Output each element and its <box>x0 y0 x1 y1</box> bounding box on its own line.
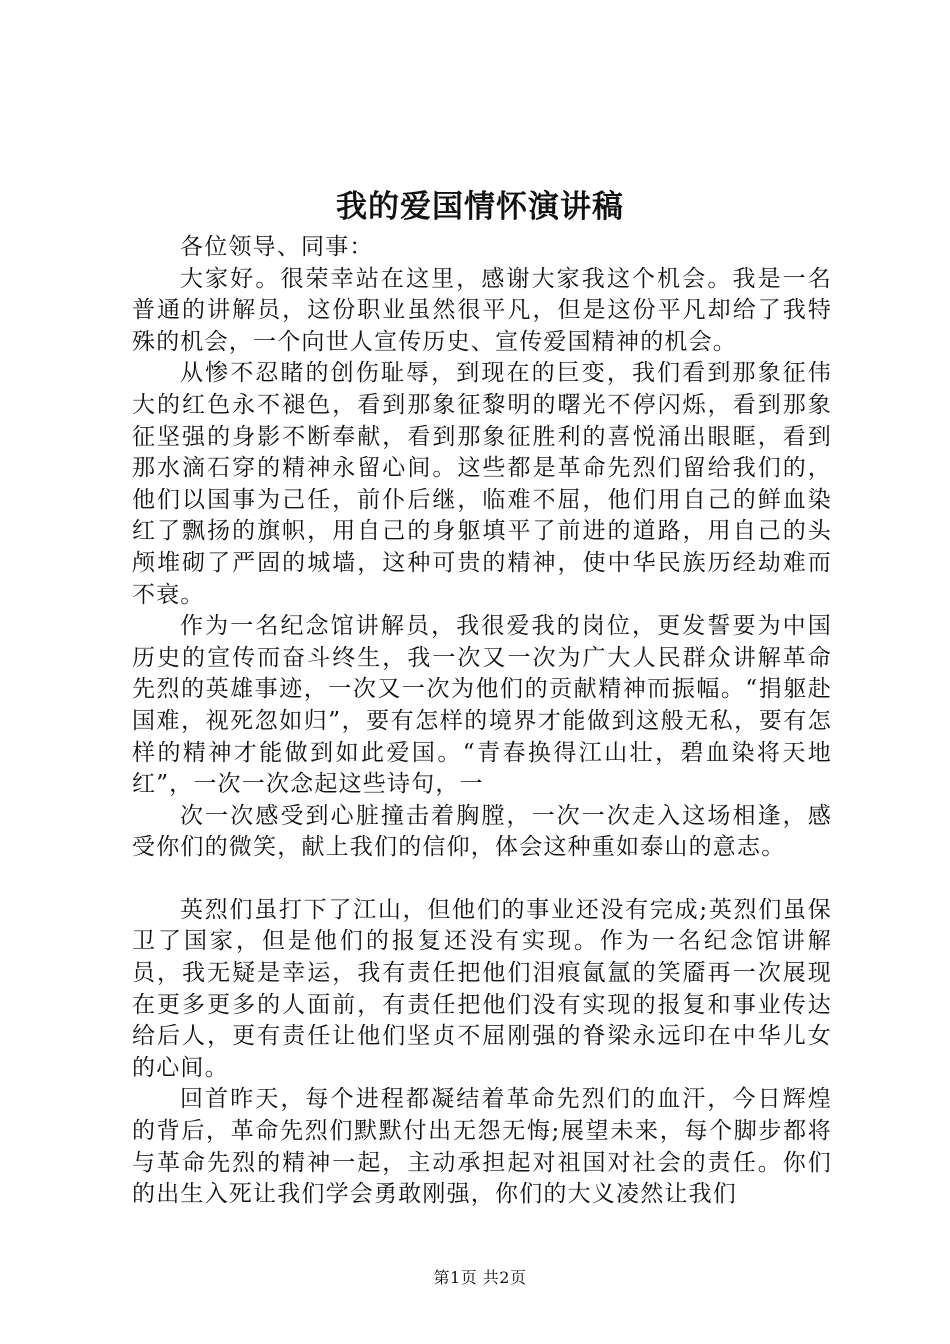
document-title: 我的爱国情怀演讲稿 <box>336 189 624 225</box>
paragraph-5: 英烈们虽打下了江山，但他们的事业还没有完成;英烈们虽保卫了国家，但是他们的报复还没有实现。作为一名纪念馆讲解员，我无疑是幸运，我有责任把他们泪痕氤氲的笑靥再一次展现在更多更多的人面前，有责任把他们没有实现的报复和事业传达给后人，更有责任让他们坚贞不屈刚强的脊梁永远印在中华儿女的心间。 <box>132 896 832 1081</box>
paragraph-6: 回首昨天，每个进程都凝结着革命先烈们的血汗，今日辉煌的背后，革命先烈们默默付出无怨无悔;展望未来，每个脚步都将与革命先烈的精神一起，主动承担起对祖国对社会的责任。你们的出生入死让我们学会勇敢刚强，你们的大义凌然让我们 <box>132 1086 832 1208</box>
document-body <box>132 232 832 1211</box>
paragraph-3: 作为一名纪念馆讲解员，我很爱我的岗位，更发誓要为中国历史的宣传而奋斗终生，我一次又一次为广大人民群众讲解革命先烈的英雄事迹，一次又一次为他们的贡献精神而振幅。“捐躯赴国难，视死忽如归”，要有怎样的境界才能做到这般无私，要有怎样的精神才能做到如此爱国。“青春换得江山壮，碧血染将天地红”，一次一次念起这些诗句，一 <box>132 613 832 798</box>
page-footer: 第1页 共2页 <box>433 1268 527 1287</box>
paragraph-4: 次一次感受到心脏撞击着胸膛，一次一次走入这场相逢，感受你们的微笑，献上我们的信仰，体会这种重如泰山的意志。 <box>132 802 832 861</box>
salutation: 各位领导、同事： <box>180 234 374 260</box>
paragraph-1: 大家好。很荣幸站在这里，感谢大家我这个机会。我是一名普通的讲解员，这份职业虽然很平凡，但是这份平凡却给了我特殊的机会，一个向世人宣传历史、宣传爱国精神的机会。 <box>132 265 832 355</box>
paragraph-2: 从惨不忍睹的创伤耻辱，到现在的巨变，我们看到那象征伟大的红色永不褪色，看到那象征黎明的曙光不停闪烁，看到那象征坚强的身影不断奉献，看到那象征胜利的喜悦涌出眼眶，看到那水滴石穿的精神永留心间。这些都是革命先烈们留给我们的，他们以国事为己任，前仆后继，临难不屈，他们用自己的鲜血染红了飘扬的旗帜，用自己的身躯填平了前进的道路，用自己的头颅堆砌了严固的城墙，这种可贵的精神，使中华民族历经劫难而不衰。 <box>132 360 832 608</box>
